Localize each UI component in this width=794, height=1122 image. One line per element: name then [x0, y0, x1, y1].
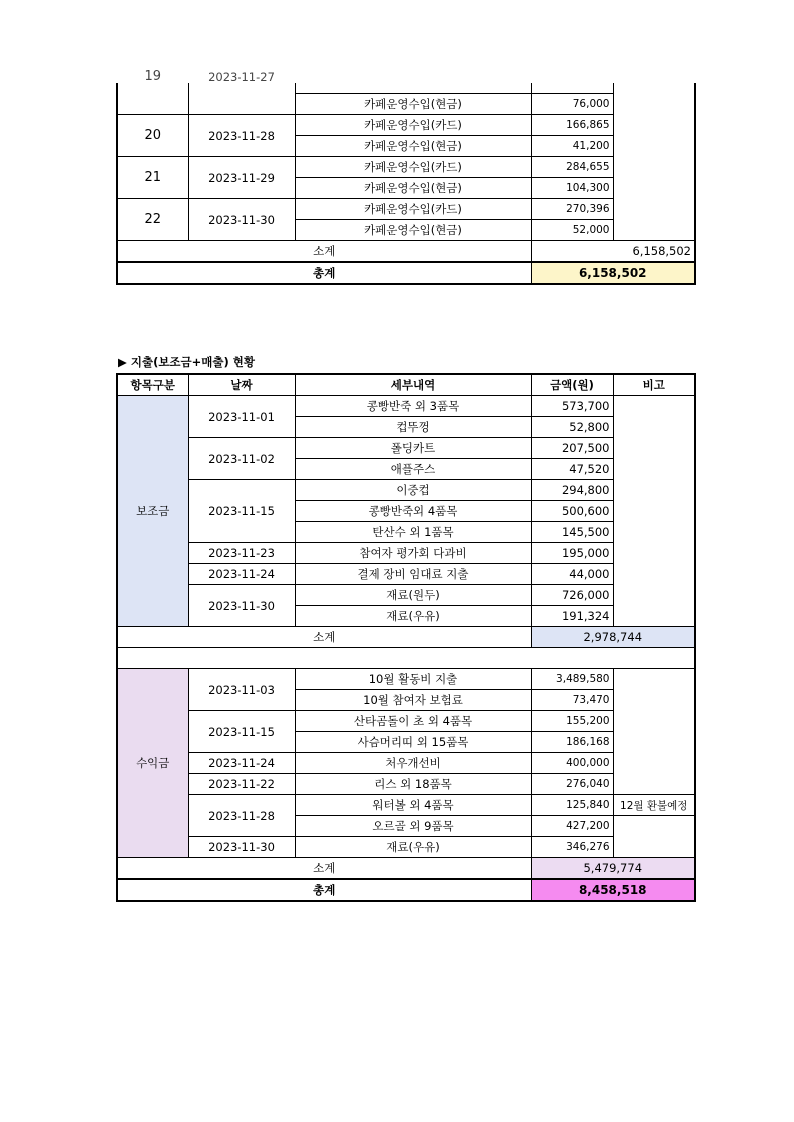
row-date: 2023-11-23: [188, 543, 295, 564]
item-desc: 카페운영수입(현금): [295, 136, 531, 157]
row-date: 2023-11-22: [188, 774, 295, 795]
row-date: 2023-11-24: [188, 753, 295, 774]
subtotal-label: 소계: [117, 241, 531, 263]
table-row: [117, 795, 695, 816]
subtotal-label: 소계: [117, 627, 531, 648]
total-row: [117, 879, 695, 901]
table-row: [117, 837, 695, 858]
item-desc: 콩빵반죽 외 3품목: [295, 396, 531, 417]
item-amount: 186,168: [531, 732, 613, 753]
item-desc: 10월 활동비 지출: [295, 669, 531, 690]
item-amount: 346,276: [531, 837, 613, 858]
item-desc: 산타곰돌이 초 외 4품목: [295, 711, 531, 732]
item-desc: 콩빵반죽외 4품목: [295, 501, 531, 522]
item-desc: 사슴머리띠 외 15품목: [295, 732, 531, 753]
row-date: 2023-11-28: [188, 115, 295, 157]
row-date: 2023-11-28: [188, 795, 295, 837]
item-desc: 리스 외 18품목: [295, 774, 531, 795]
item-amount: 166,865: [531, 115, 613, 136]
item-amount: 726,000: [531, 585, 613, 606]
table-row: [117, 157, 695, 178]
item-desc: 처우개선비: [295, 753, 531, 774]
item-desc: 카페운영수입(현금): [295, 220, 531, 241]
item-desc: 애플주스: [295, 459, 531, 480]
item-amount: 44,000: [531, 564, 613, 585]
item-amount: 104,300: [531, 178, 613, 199]
row-date: 2023-11-03: [188, 669, 295, 711]
category-subsidy: 보조금: [117, 396, 188, 627]
item-amount: 276,040: [531, 774, 613, 795]
item-amount: 52,000: [531, 220, 613, 241]
row-date: 2023-11-27: [188, 83, 295, 115]
note-cell: [613, 816, 695, 858]
subtotal-row: [117, 241, 695, 263]
item-note: 12월 환불예정: [613, 795, 695, 816]
item-desc: 이중컵: [295, 480, 531, 501]
item-desc: 재료(원두): [295, 585, 531, 606]
item-desc: 카페운영수입(카드): [295, 199, 531, 220]
income-table: [116, 69, 696, 285]
table-row: [117, 199, 695, 220]
table-row: [117, 438, 695, 459]
item-amount: 41,200: [531, 136, 613, 157]
table-header: [117, 374, 695, 396]
note-cell: [613, 83, 695, 241]
item-desc: 카페운영수입(현금): [295, 178, 531, 199]
item-amount: 500,600: [531, 501, 613, 522]
table-row: [117, 396, 695, 417]
total-value: 6,158,502: [531, 262, 695, 284]
item-amount: 73,470: [531, 690, 613, 711]
item-amount: 47,520: [531, 459, 613, 480]
header-detail: 세부내역: [295, 374, 531, 396]
table-row: [117, 585, 695, 606]
item-amount: 427,200: [531, 816, 613, 837]
table-row: [117, 564, 695, 585]
item-desc: 카페운영수입(카드): [295, 115, 531, 136]
item-amount: 145,500: [531, 522, 613, 543]
category-revenue: 수익금: [117, 669, 188, 858]
item-amount: 76,000: [531, 94, 613, 115]
row-date: 2023-11-30: [188, 837, 295, 858]
row-date: 2023-11-24: [188, 564, 295, 585]
item-desc: 참여자 평가회 다과비: [295, 543, 531, 564]
item-desc: 재료(우유): [295, 837, 531, 858]
item-desc: 카페운영수입(현금): [295, 94, 531, 115]
item-amount: 195,000: [531, 543, 613, 564]
item-desc: 워터볼 외 4품목: [295, 795, 531, 816]
item-amount: 270,396: [531, 199, 613, 220]
item-amount: 3,489,580: [531, 669, 613, 690]
table-row: [117, 711, 695, 732]
row-date: 2023-11-30: [188, 199, 295, 241]
item-amount: 52,800: [531, 417, 613, 438]
table-row: [117, 83, 695, 94]
note-cell: [613, 396, 695, 627]
item-desc: 재료(우유): [295, 606, 531, 627]
item-amount: 125,840: [531, 795, 613, 816]
row-date: 2023-11-02: [188, 438, 295, 480]
total-value: 8,458,518: [531, 879, 695, 901]
item-desc: 컵뚜껑: [295, 417, 531, 438]
subtotal-label: 소계: [117, 858, 531, 880]
subtotal-value: 6,158,502: [531, 241, 695, 263]
item-desc: 결제 장비 임대료 지출: [295, 564, 531, 585]
total-row: [117, 262, 695, 284]
subtotal-value: 5,479,774: [531, 858, 695, 880]
subtotal-row: [117, 858, 695, 880]
item-amount: 155,200: [531, 711, 613, 732]
header-date: 날짜: [188, 374, 295, 396]
total-label: 총계: [117, 262, 531, 284]
item-desc: 폴딩카트: [295, 438, 531, 459]
table-row: [117, 774, 695, 795]
row-number: 22: [117, 199, 188, 241]
note-cell: [613, 669, 695, 795]
row-date: 2023-11-15: [188, 480, 295, 543]
header-amount: 금액(원): [531, 374, 613, 396]
row-date: 2023-11-15: [188, 711, 295, 753]
item-desc: 카페운영수입(카드): [295, 157, 531, 178]
table-row: [117, 115, 695, 136]
header-note: 비고: [613, 374, 695, 396]
item-desc: 10월 참여자 보험료: [295, 690, 531, 711]
item-amount: 284,655: [531, 157, 613, 178]
table-row: [117, 480, 695, 501]
item-desc: 오르골 외 9품목: [295, 816, 531, 837]
row-number: 19: [117, 83, 188, 115]
row-date: 2023-11-29: [188, 157, 295, 199]
table-row: [117, 669, 695, 690]
spacer-row: [117, 648, 695, 669]
item-desc: 탄산수 외 1품목: [295, 522, 531, 543]
section-title: ▶ 지출(보조금+매출) 현황: [118, 355, 255, 369]
item-amount: 207,500: [531, 438, 613, 459]
item-amount: 573,700: [531, 396, 613, 417]
subtotal-value: 2,978,744: [531, 627, 695, 648]
table-row: [117, 753, 695, 774]
row-date: 2023-11-30: [188, 585, 295, 627]
row-number: 20: [117, 115, 188, 157]
table-row: [117, 543, 695, 564]
expense-table: [116, 373, 696, 902]
item-amount: 191,324: [531, 606, 613, 627]
row-date: 2023-11-01: [188, 396, 295, 438]
header-category: 항목구분: [117, 374, 188, 396]
item-amount: 294,800: [531, 480, 613, 501]
item-amount: 400,000: [531, 753, 613, 774]
subtotal-row: [117, 627, 695, 648]
total-label: 총계: [117, 879, 531, 901]
row-number: 21: [117, 157, 188, 199]
